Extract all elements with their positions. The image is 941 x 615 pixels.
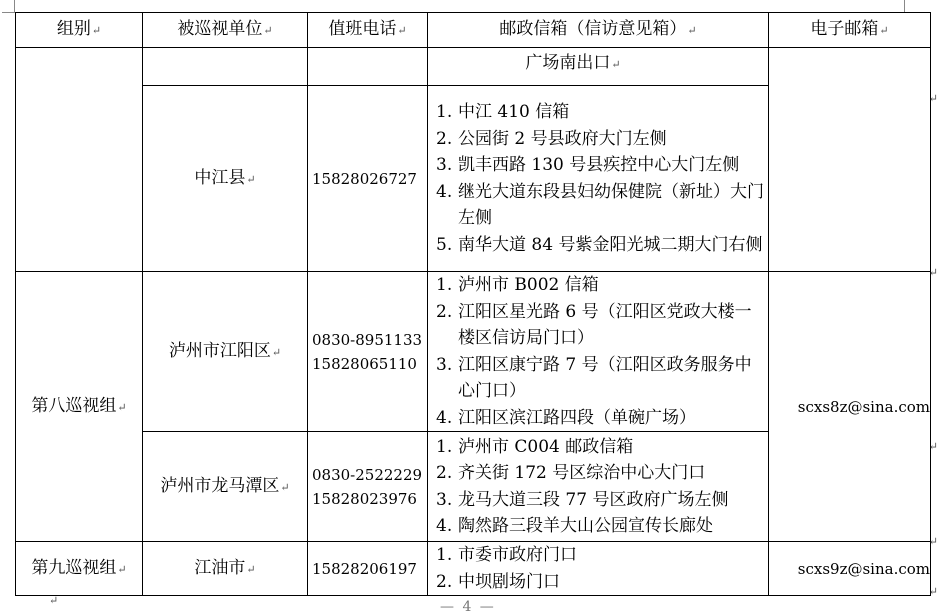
row-end-mark: ↵ xyxy=(928,266,938,279)
mailbox-cell-longmatan xyxy=(428,432,769,542)
email-cell-9: scxs9z@sina.com xyxy=(769,542,931,596)
list-item: 3. 凯丰西路 130 号县疾控中心大门左侧 xyxy=(436,155,740,175)
email-cell-8: scxs8z@sina.com xyxy=(769,272,931,542)
header-email: 电子邮箱↵ xyxy=(769,13,931,48)
unit-cell-prev xyxy=(143,48,308,86)
list-item: 2. 公园街 2 号县政府大门左侧 xyxy=(436,128,667,149)
list-item: 1. 市委市政府门口 xyxy=(436,545,577,565)
phone-cell-longmatan: 0830-2522229 15828023976 xyxy=(308,432,428,542)
mailbox-cell-jiangyou xyxy=(428,542,769,596)
unit-cell-zhongjiang: 中江县↵ xyxy=(143,86,308,272)
phone-cell-jiangyou: 15828206197 xyxy=(308,542,428,596)
mailbox-cell-zhongjiang xyxy=(428,86,769,272)
phone-cell-zhongjiang: 15828026727 xyxy=(308,86,428,272)
phone-cell-prev xyxy=(308,48,428,86)
mailbox-cell-jiangyang xyxy=(428,272,769,432)
row-end-mark: ↵ xyxy=(928,92,938,105)
list-item: 1. 中江 410 信箱 xyxy=(436,102,570,122)
address-list xyxy=(428,99,768,258)
table-row xyxy=(16,48,931,86)
email-cell-prev xyxy=(769,48,931,272)
group-cell-prev xyxy=(16,48,143,272)
unit-cell-longmatan: 泸州市龙马潭区↵ xyxy=(143,432,308,542)
header-group: 组别↵ xyxy=(16,13,143,48)
header-mailbox: 邮政信箱（信访意见箱）↵ xyxy=(428,13,769,48)
header-unit: 被巡视单位↵ xyxy=(143,13,308,48)
address-list xyxy=(428,434,768,540)
address-list xyxy=(428,542,768,595)
row-end-mark: ↵ xyxy=(928,585,938,598)
unit-cell-jiangyang: 泸州市江阳区↵ xyxy=(143,272,308,432)
list-item: 3. 龙马大道三段 77 号区政府广场左侧 xyxy=(436,489,729,510)
corner-mark-top-left xyxy=(2,0,15,13)
list-item: 4. 陶然路三段羊大山公园宣传长廊处 xyxy=(436,516,713,536)
row-end-mark: ↵ xyxy=(928,440,938,453)
unit-cell-jiangyou: 江油市↵ xyxy=(143,542,308,596)
page-number: — 4 — xyxy=(440,599,496,615)
list-item: 2. 江阳区星光路 6 号（江阳区党政大楼一楼区信访局门口） xyxy=(436,301,752,348)
list-item: 4. 继光大道东段县妇幼保健院（新址）大门左侧 xyxy=(436,181,764,228)
group-cell-9: 第九巡视组↵ xyxy=(16,542,143,596)
list-item: 5. 南华大道 84 号紫金阳光城二期大门右侧 xyxy=(436,234,763,255)
phone-cell-jiangyang: 0830-8951133 15828065110 xyxy=(308,272,428,432)
list-item: 1. 泸州市 B002 信箱 xyxy=(436,275,599,295)
table-row xyxy=(16,272,931,432)
paragraph-mark-bottom: ↵ xyxy=(49,594,59,607)
table-header-row xyxy=(16,13,931,48)
header-phone: 值班电话↵ xyxy=(308,13,428,48)
list-item: 2. 齐关街 172 号区综治中心大门口 xyxy=(436,463,706,483)
table-row xyxy=(16,542,931,596)
list-item: 1. 泸州市 C004 邮政信箱 xyxy=(436,436,634,457)
patrol-contact-table xyxy=(15,12,931,596)
mailbox-cell-prev: 广场南出口↵ xyxy=(428,48,769,86)
group-cell-8: 第八巡视组↵ xyxy=(16,272,143,542)
address-list xyxy=(428,272,768,431)
list-item: 2. 中坝剧场门口 xyxy=(436,571,560,592)
list-item: 4. 江阳区滨江路四段（单碗广场） xyxy=(436,407,696,428)
row-end-mark: ↵ xyxy=(928,535,938,548)
list-item: 3. 江阳区康宁路 7 号（江阳区政务服务中心门口） xyxy=(436,354,752,401)
